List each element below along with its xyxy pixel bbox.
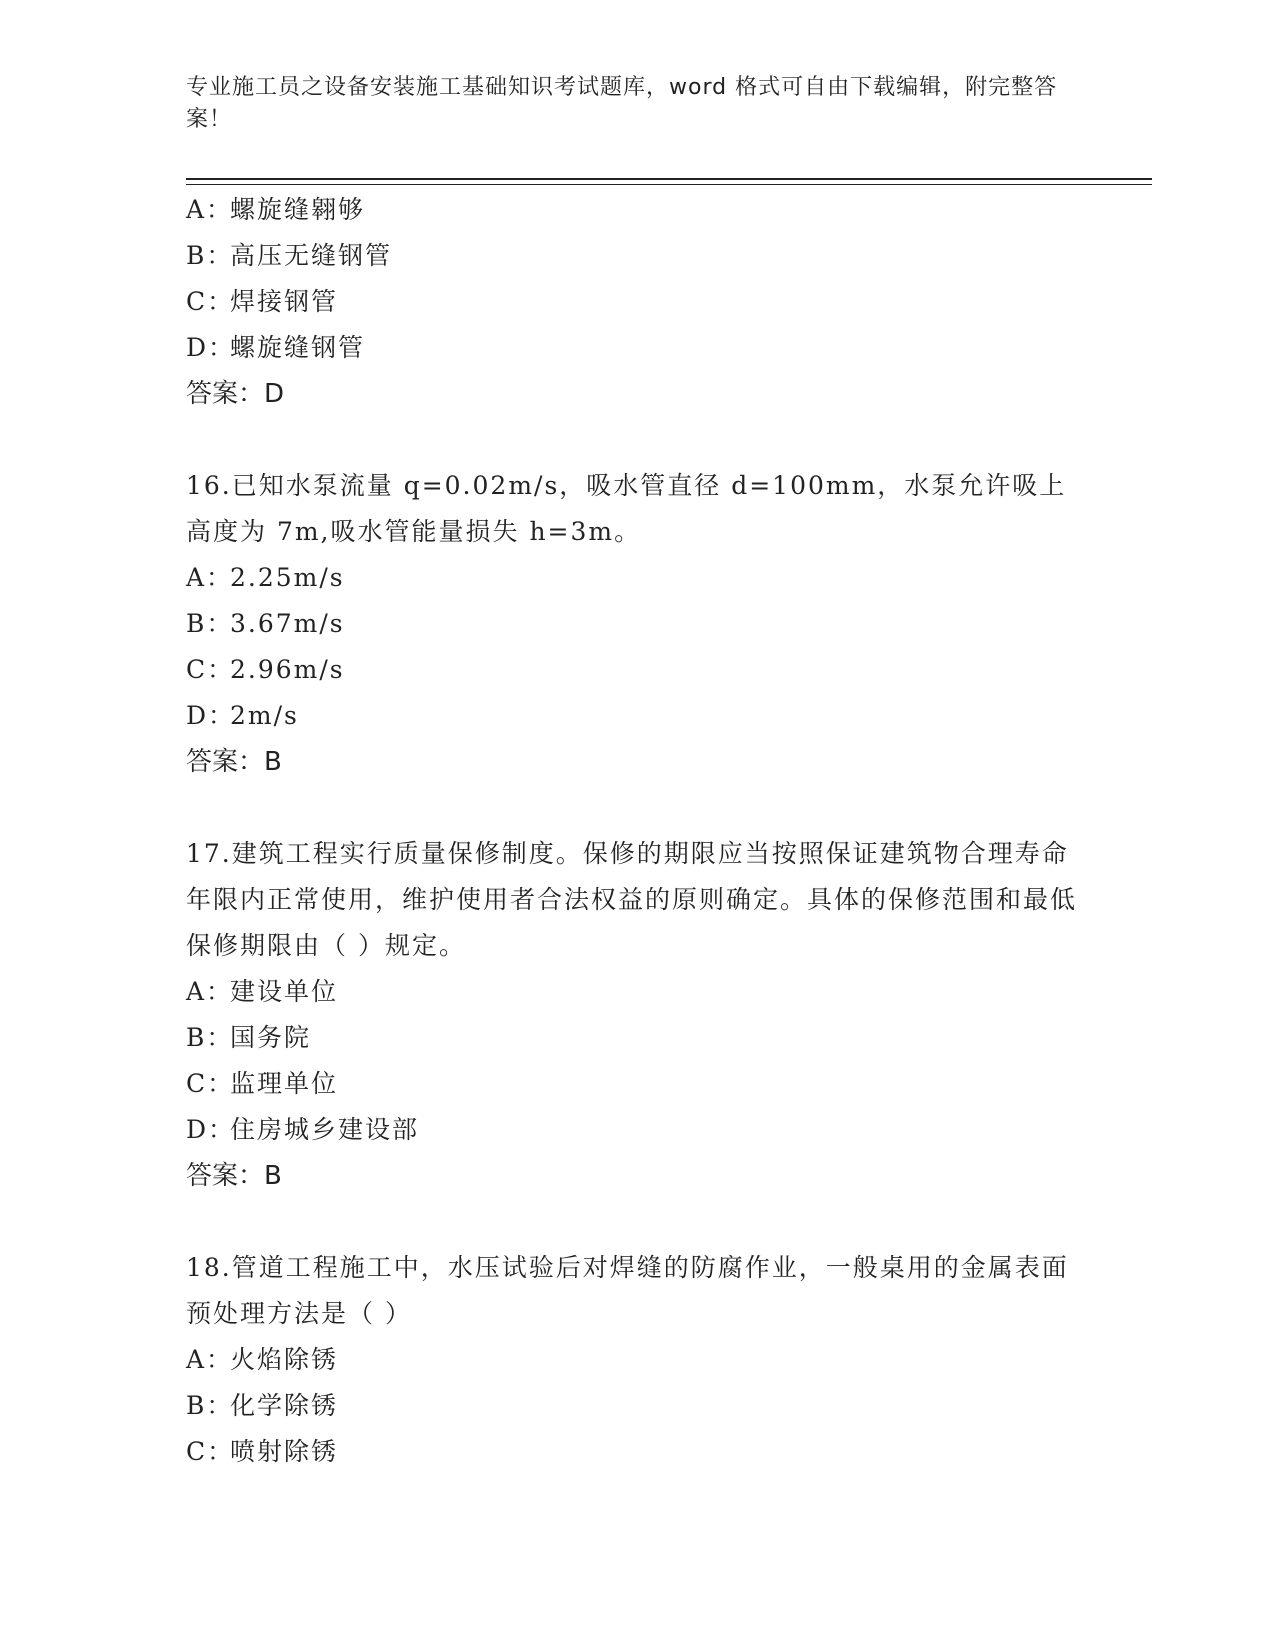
option-a: A：螺旋缝翱够 [186, 195, 366, 224]
option-c: C：焊接钢管 [186, 287, 339, 316]
option-c: C：监理单位 [186, 1069, 339, 1098]
question-content [186, 187, 1086, 1475]
question-stem: 16.已知水泵流量 q=0.02m/s，吸水管直径 d=100mm，水泵允许吸上高度为 7m,吸水管能量损失 h=3m。 [186, 471, 1067, 546]
answer-line: 答案：B [186, 747, 282, 777]
question-prev [186, 187, 1086, 417]
document-header: 专业施工员之设备安装施工基础知识考试题库，word 格式可自由下载编辑，附完整答案！ [186, 75, 1058, 132]
header-rule-thick [186, 178, 1152, 180]
option-a: A：火焰除锈 [186, 1345, 339, 1374]
option-a: A：2.25m/s [186, 563, 345, 592]
question-stem: 18.管道工程施工中，水压试验后对焊缝的防腐作业，一般桌用的金属表面预处理方法是（ ） [186, 1253, 1069, 1328]
option-d: D：住房城乡建设部 [186, 1115, 420, 1144]
option-b: B：高压无缝钢管 [186, 241, 393, 270]
answer-line: 答案：B [186, 1161, 282, 1191]
option-b: B：化学除锈 [186, 1391, 339, 1420]
header-rule-thin [186, 184, 1152, 185]
option-c: C：2.96m/s [186, 655, 345, 684]
question-16 [186, 463, 1086, 785]
option-c: C：喷射除锈 [186, 1437, 339, 1466]
question-17 [186, 831, 1086, 1199]
option-b: B：3.67m/s [186, 609, 345, 638]
option-b: B：国务院 [186, 1023, 312, 1052]
option-d: D：螺旋缝钢管 [186, 333, 366, 362]
answer-line: 答案：D [186, 379, 285, 409]
question-stem: 17.建筑工程实行质量保修制度。保修的期限应当按照保证建筑物合理寿命年限内正常使用，维护使用者合法权益的原则确定。具体的保修范围和最低保修期限由（ ）规定。 [186, 839, 1078, 960]
question-18 [186, 1245, 1086, 1475]
option-a: A：建设单位 [186, 977, 339, 1006]
option-d: D：2m/s [186, 701, 299, 730]
